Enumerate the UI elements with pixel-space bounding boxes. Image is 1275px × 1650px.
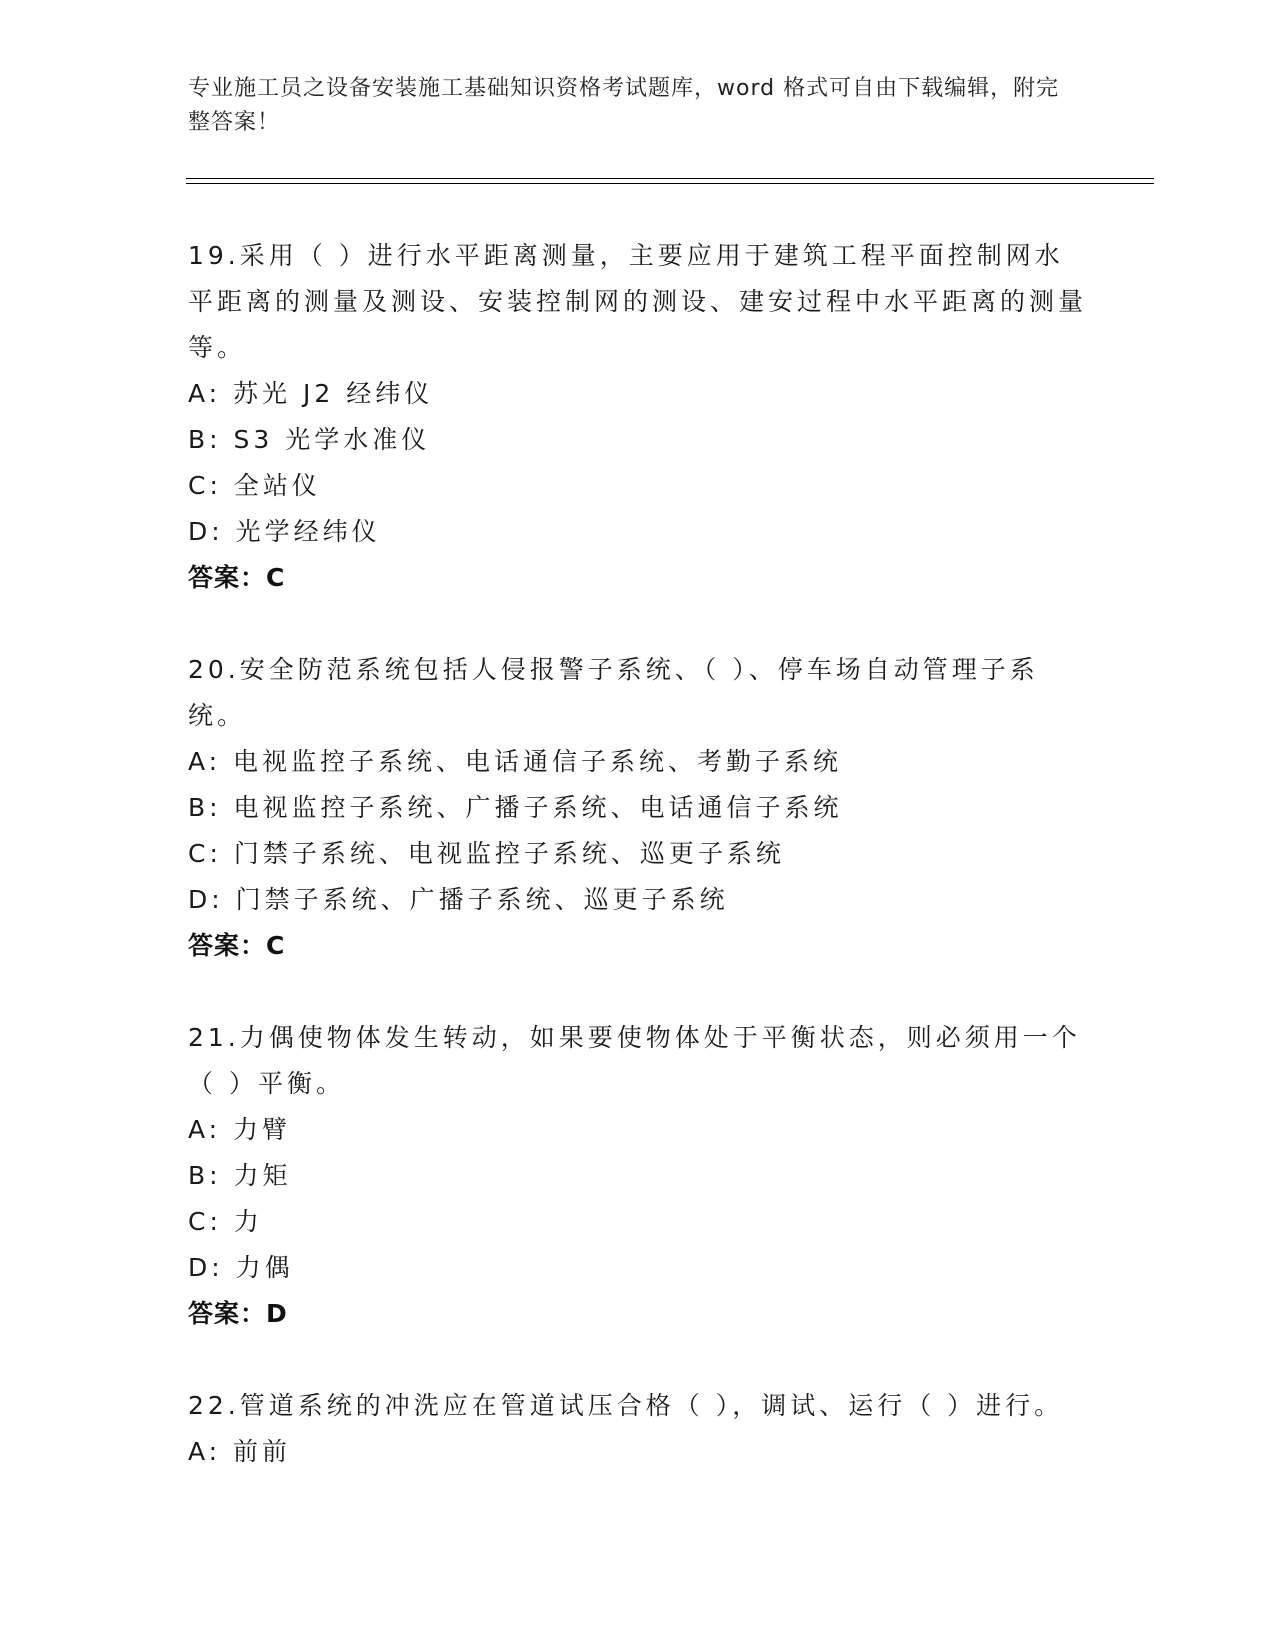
- question-19: [188, 233, 1088, 601]
- option-a: A: 前前: [188, 1437, 292, 1466]
- option-b: B: S3 光学水准仪: [188, 425, 431, 454]
- question-22: [188, 1383, 1088, 1475]
- option-a: A: 苏光 J2 经纬仪: [188, 379, 434, 408]
- question-stem: 21.力偶使物体发生转动，如果要使物体处于平衡状态，则必须用一个（ ）平衡。: [188, 1023, 1081, 1098]
- header-divider-bottom: [186, 183, 1154, 184]
- question-stem: 22.管道系统的冲洗应在管道试压合格（ ），调试、运行（ ）进行。: [188, 1391, 1064, 1420]
- question-stem: 19.采用（ ）进行水平距离测量，主要应用于建筑工程平面控制网水平距离的测量及测设、安装控制网的测设、建安过程中水平距离的测量等。: [188, 241, 1088, 362]
- question-21: [188, 1015, 1088, 1337]
- option-c: C: 力: [188, 1207, 263, 1236]
- option-d: D: 门禁子系统、广播子系统、巡更子系统: [188, 885, 729, 914]
- option-b: B: 力矩: [188, 1161, 292, 1190]
- answer-line: 答案：D: [188, 1299, 288, 1328]
- option-d: D: 力偶: [188, 1253, 294, 1282]
- answer-line: 答案：C: [188, 563, 286, 592]
- option-d: D: 光学经纬仪: [188, 517, 381, 546]
- option-c: C: 门禁子系统、电视监控子系统、巡更子系统: [188, 839, 785, 868]
- option-a: A: 力臂: [188, 1115, 292, 1144]
- question-list: [188, 233, 1088, 1521]
- answer-line: 答案：C: [188, 931, 286, 960]
- question-stem: 20.安全防范系统包括人侵报警子系统、（ ）、停车场自动管理子系统。: [188, 655, 1039, 730]
- header-divider-top: [186, 178, 1154, 179]
- option-c: C: 全站仪: [188, 471, 321, 500]
- option-b: B: 电视监控子系统、广播子系统、电话通信子系统: [188, 793, 843, 822]
- document-header: 专业施工员之设备安装施工基础知识资格考试题库，word 格式可自由下载编辑，附完整答案！: [188, 76, 1060, 135]
- question-20: [188, 647, 1088, 969]
- option-a: A: 电视监控子系统、电话通信子系统、考勤子系统: [188, 747, 843, 776]
